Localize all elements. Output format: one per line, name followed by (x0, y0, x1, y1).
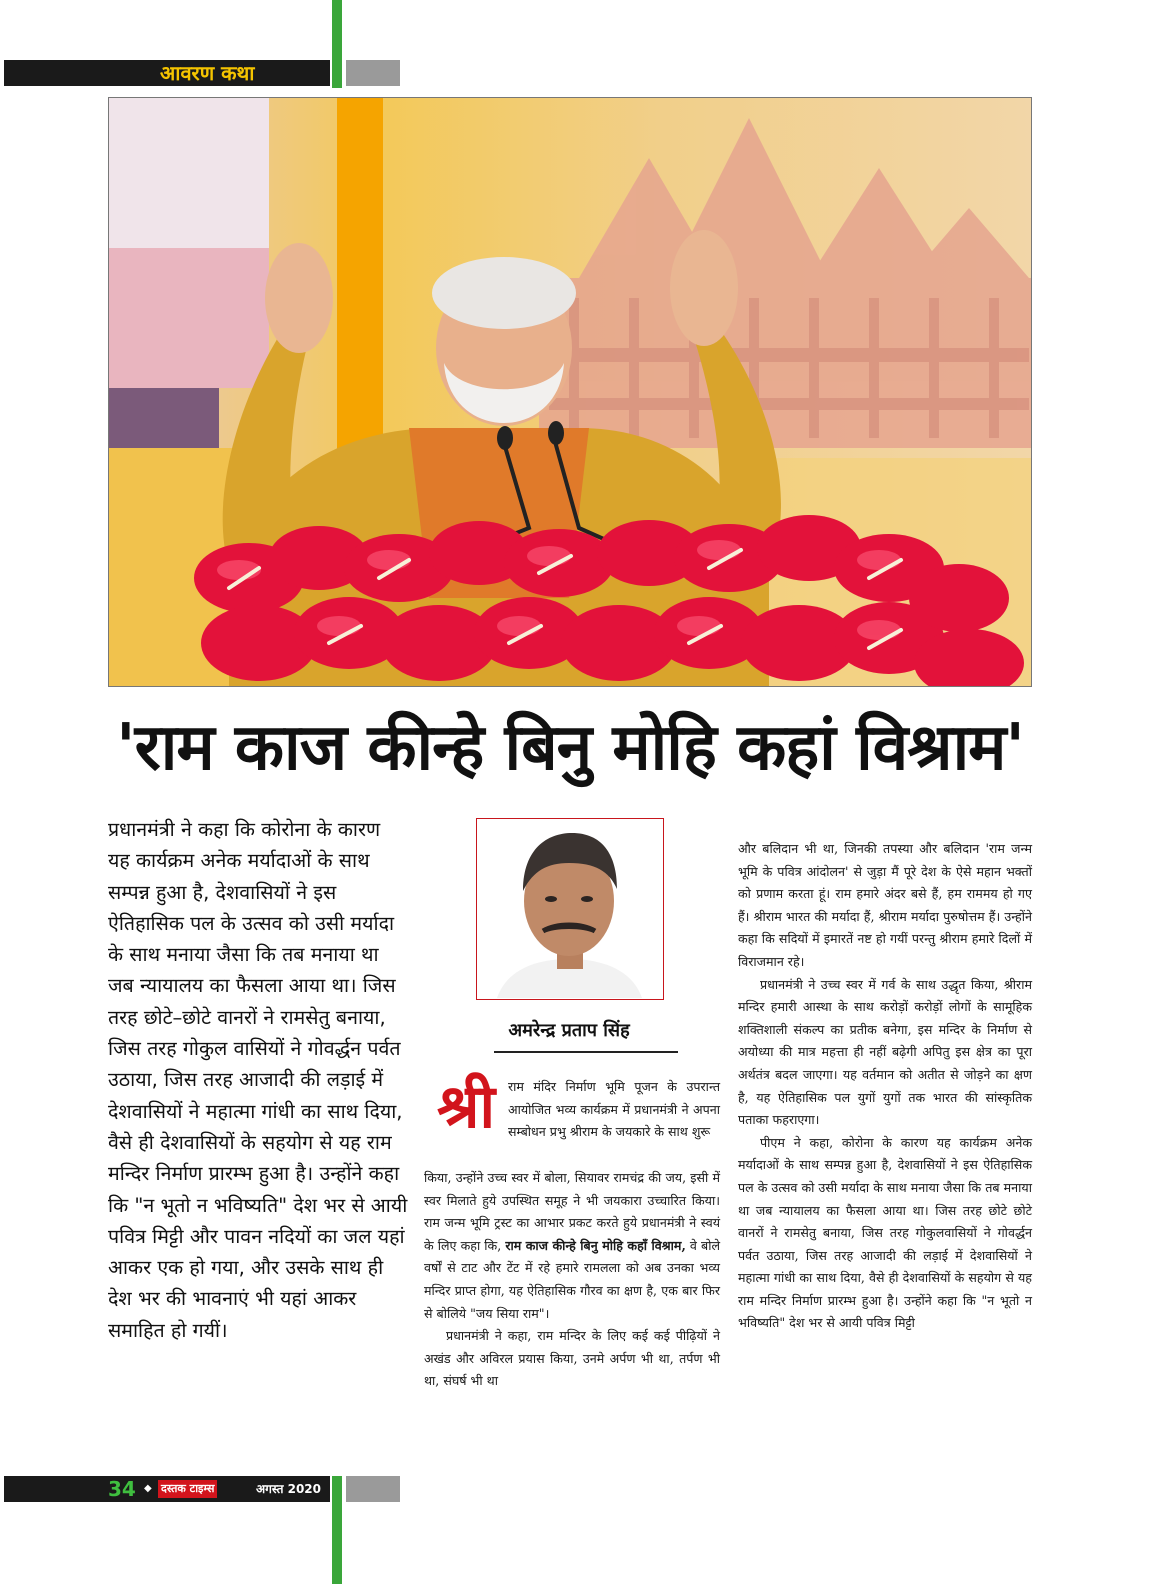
article-paragraph: प्रधानमंत्री ने कहा, राम मन्दिर के लिए कई कई पीढ़ियों ने अखंड और अविरल प्रयास किया, उनमे अर्पण भी था, तर्पण भी था, संघर्ष भी था (424, 1328, 720, 1389)
drop-cap: श्री (436, 1072, 496, 1142)
magazine-logo: दस्तक टाइम्स (158, 1480, 217, 1498)
pull-text-column: प्रधानमंत्री ने कहा कि कोरोना के कारण यह कार्यक्रम अनेक मर्यादाओं के साथ सम्पन्न हुआ है, देशवासियों ने इस ऐतिहासिक पल के उत्सव को उसी मर्यादा के साथ मनाया जैसा कि तब मनाया था जब न्यायालय का फैसला आया था। जिस तरह छोटे–छोटे वानरों ने रामसेतु बनाया, जिस तरह गोकुल वासियों ने गोवर्द्धन पर्वत उठाया, जिस तरह आजादी की लड़ाई में देशवासियों ने महात्मा गांधी का साथ दिया, वैसे ही देशवासियों के सहयोग से यह राम मन्दिर निर्माण प्रारम्भ हुआ है। उन्होंने कहा कि "न भूतो न भविष्यति" देश भर से आयी पवित्र मिट्टी और पावन नदियों का जल यहां आकर एक हो गया, और उसके साथ ही देश भर की भावनाएं भी यहां आकर समाहित हो गयीं। (108, 818, 408, 1342)
article-paragraph: और बलिदान भी था, जिनकी तपस्या और बलिदान 'राम जन्म भूमि के पवित्र आंदोलन' से जुड़ा मैं पूरे देश के ऐसे महान भक्तों को प्रणाम करता हूं। राम हमारे अंदर बसे हैं, हम राममय हो गए हैं। श्रीराम भारत की मर्यादा हैं, श्रीराम मर्यादा पुरुषोत्तम हैं। उन्होंने कहा कि सदियों में इमारतें नष्ट हो गयीं परन्तु श्रीराम हमारे दिलों में विराजमान रहे। (738, 841, 1032, 969)
page-number: 34 (108, 1477, 136, 1501)
article-right-column (738, 838, 1032, 1335)
bold-quote: राम काज कीन्हे बिनु मोहि कहाँ विश्राम, (505, 1237, 686, 1253)
article-paragraph: प्रधानमंत्री ने उच्च स्वर में गर्व के साथ उद्धृत किया, श्रीराम मन्दिर हमारी आस्था के साथ करोड़ों करोड़ों लोगों के सामूहिक शक्तिशाली संकल्प का प्रतीक बनेगा, इस मन्दिर के निर्माण से अयोध्या की मात्र महत्ता ही नहीं बढ़ेगी अपितु इस क्षेत्र का पूरा अर्थतंत्र बदल जाएगा। यह वर्तमान को अतीत से जोड़ने का क्षण है, यह ऐतिहासिक पल युगों युगों तक भारत की सांस्कृतिक पताका फहराएगा। (738, 976, 1032, 1128)
author-photo (476, 818, 664, 1000)
author-name: अमरेन्द्र प्रताप सिंह (508, 1020, 630, 1041)
article-headline: 'राम काज कीन्हे बिनु मोहि कहां विश्राम' (115, 711, 1025, 785)
article-paragraph: पीएम ने कहा, कोरोना के कारण यह कार्यक्रम अनेक मर्यादाओं के साथ सम्पन्न हुआ है, देशवासियों ने इस ऐतिहासिक पल के उत्सव को उसी मर्यादा के साथ मनाया जैसा कि तब मनाया था जब न्यायालय का फैसला आया था। जिस तरह छोटे छोटे वानरों ने रामसेतु बनाया, जिस तरह गोकुलवासियों ने गोवर्द्धन पर्वत उठाया, जिस तरह आजादी की लड़ाई में देशवासियों ने महात्मा गांधी का साथ दिया, वैसे ही देशवासियों के सहयोग से यह राम मन्दिर निर्माण प्रारम्भ हुआ है। उन्होंने कहा कि "न भूतो न भविष्यति" देश भर से आयी पवित्र मिट्टी (738, 1134, 1032, 1331)
issue-date: अगस्त 2020 (256, 1482, 322, 1496)
gray-accent-block (346, 60, 400, 86)
section-label: आवरण कथा (160, 61, 255, 85)
article-middle-column (424, 1167, 720, 1393)
author-divider (494, 1051, 678, 1053)
footer-green-accent (332, 1476, 342, 1584)
article-intro: राम मंदिर निर्माण भूमि पूजन के उपरान्त आयोजित भव्य कार्यक्रम में प्रधानमंत्री ने अपना सम्बोधन प्रभु श्रीराम के जयकारे के साथ शुरू (508, 1079, 720, 1140)
lead-photo (108, 97, 1032, 687)
diamond-icon: ◆ (144, 1483, 152, 1494)
article-paragraph: किया, उन्होंने उच्च स्वर में बोला, सियावर रामचंद्र की जय, इसी में स्वर मिलाते हुये उपस्थित समूह ने भी जयकारा उच्चारित किया। राम जन्म भूमि ट्रस्ट का आभार प्रकट करते हुये प्रधानमंत्री ने स्वयं के लिए कहा कि, राम काज कीन्हे बिनु मोहि कहाँ विश्राम, वे बोले वर्षों से टाट और टेंट में रहे हमारे रामलला को अब उनका भव्य मन्दिर प्राप्त होगा, यह ऐतिहासिक गौरव का क्षण है, एक बार फिर से बोलिये "जय सिया राम"। (424, 1170, 720, 1321)
green-accent-bar (332, 0, 342, 88)
footer-gray-block (346, 1476, 400, 1502)
